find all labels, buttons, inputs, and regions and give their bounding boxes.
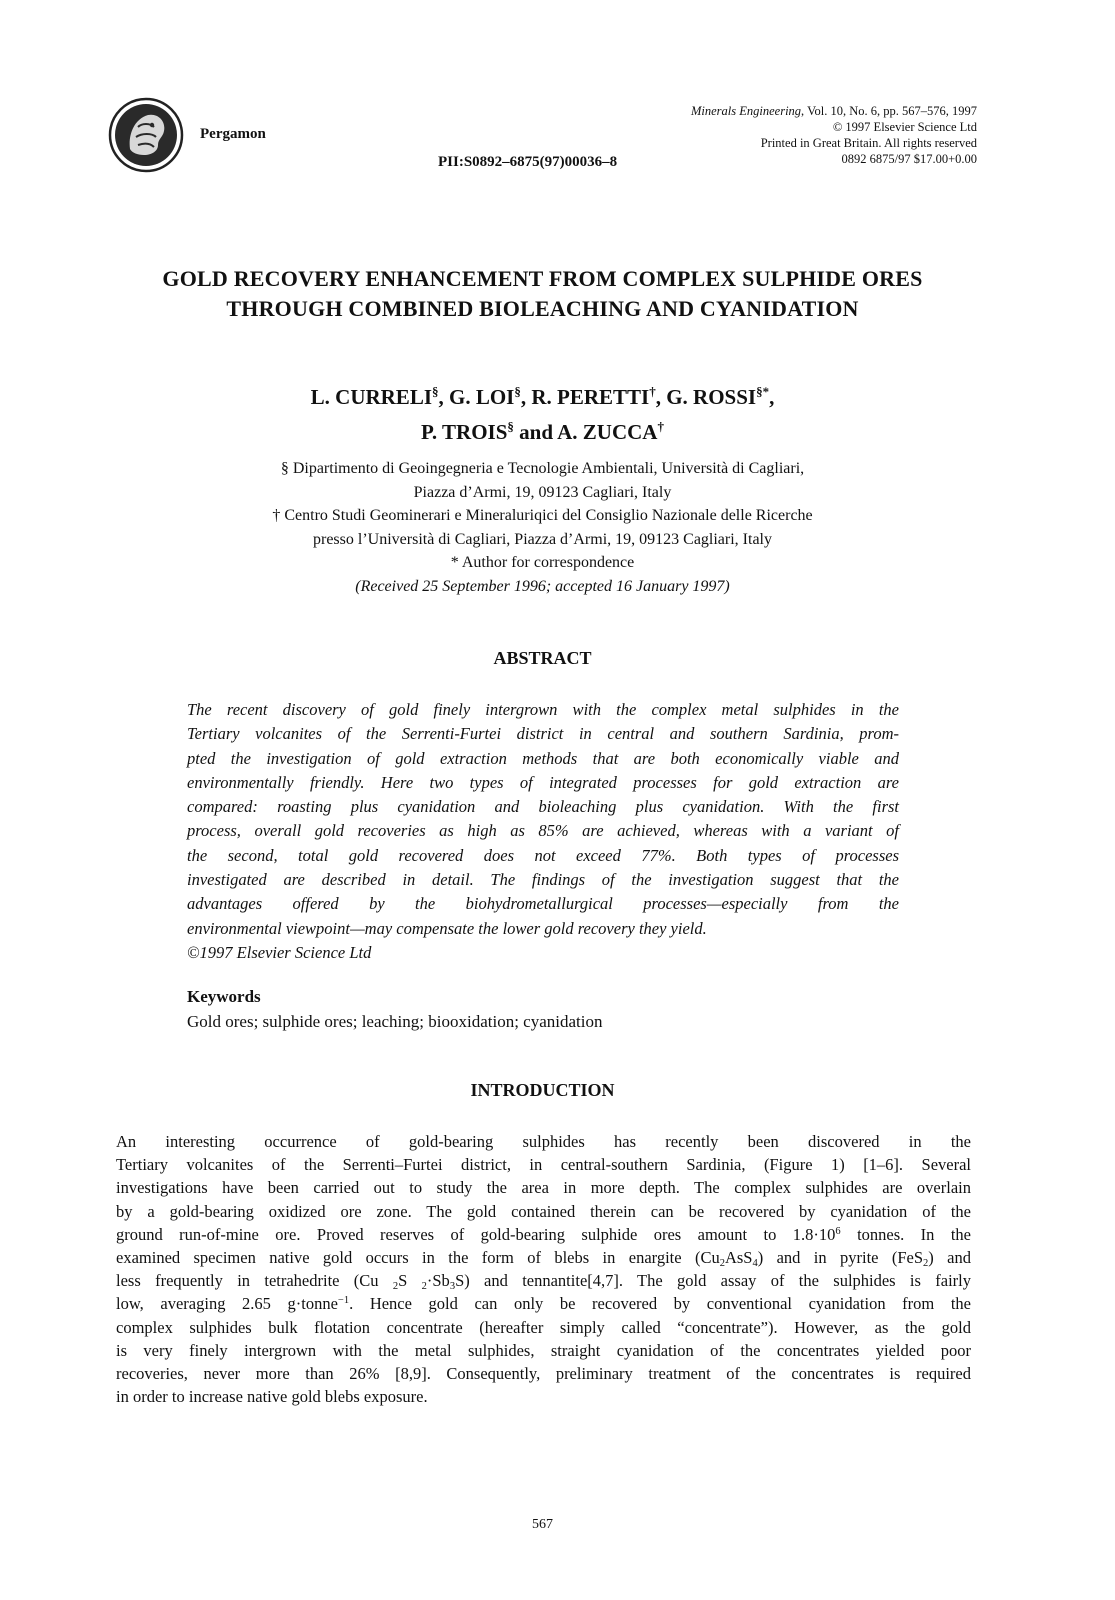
intro-line bbox=[116, 1223, 971, 1246]
pergamon-logo bbox=[108, 97, 184, 173]
affiliation-mark: † bbox=[657, 419, 664, 434]
affiliation-line: Piazza d’Armi, 19, 09123 Cagliari, Italy bbox=[413, 483, 672, 501]
title-line: THROUGH COMBINED BIOLEACHING AND CYANIDATION bbox=[226, 296, 859, 321]
abstract-line: the second, total gold recovered does not exceed 77%. Both types of processes bbox=[187, 845, 899, 865]
abstract-line: Tertiary volcanites of the Serrenti-Furtei district in central and southern Sardinia, prom- bbox=[187, 724, 899, 744]
correspondence-note: * Author for correspondence bbox=[450, 554, 635, 571]
introduction-body bbox=[116, 1130, 971, 1408]
intro-text: ·Sb bbox=[426, 1271, 450, 1291]
abstract-line: pted the investigation of gold extraction methods that are both economically viable and bbox=[187, 748, 899, 768]
author-line bbox=[0, 412, 1085, 447]
intro-text: ) and bbox=[928, 1248, 971, 1268]
intro-line: complex sulphides bulk flotation concentrate (hereafter simply called “concentrate”). However, as the gold bbox=[116, 1317, 971, 1337]
intro-text: examined specimen native gold occurs in the form of blebs in enargite (Cu bbox=[116, 1248, 720, 1268]
author-list bbox=[0, 377, 1085, 447]
intro-line: by a gold-bearing oxidized ore zone. The gold contained therein can be recovered by cyanidation of the bbox=[116, 1201, 971, 1221]
subscript: 3 bbox=[449, 1281, 456, 1293]
keywords-heading: Keywords bbox=[187, 987, 261, 1006]
intro-line: investigations have been carried out to study the area in more depth. The complex sulphides are overlain bbox=[116, 1178, 971, 1198]
article-title bbox=[0, 264, 1085, 324]
abstract-line: process, overall gold recoveries as high as 85% are achieved, whereas with a variant of bbox=[187, 821, 899, 841]
subscript: 2 bbox=[923, 1258, 929, 1270]
intro-text: ) and in pyrite (FeS bbox=[757, 1248, 924, 1268]
affiliation-mark: § bbox=[507, 419, 514, 434]
abstract-line: The recent discovery of gold finely intergrown with the complex metal sulphides in the bbox=[187, 700, 899, 719]
author-name: , R. PERETTI bbox=[520, 385, 650, 409]
intro-line bbox=[116, 1246, 971, 1269]
author-name: , G. ROSSI bbox=[655, 385, 757, 409]
intro-text: AsS bbox=[724, 1248, 753, 1268]
subscript: 2 bbox=[392, 1281, 399, 1293]
abstract-heading: ABSTRACT bbox=[493, 648, 592, 668]
abstract-line: environmentally friendly. Here two types of integrated processes for gold extraction are bbox=[187, 772, 899, 792]
keywords-list: Gold ores; sulphide ores; leaching; biooxidation; cyanidation bbox=[187, 1012, 603, 1031]
affiliation-mark: † bbox=[649, 384, 656, 399]
abstract-body bbox=[187, 698, 899, 965]
received-dates: (Received 25 September 1996; accepted 16 January 1997) bbox=[355, 577, 730, 595]
exponent: 6 bbox=[835, 1225, 841, 1237]
copyright-line: © 1997 Elsevier Science Ltd bbox=[832, 120, 977, 134]
abstract-copyright: ©1997 Elsevier Science Ltd bbox=[187, 942, 372, 962]
affiliation-line: † Centro Studi Geominerari e Mineraluriqici del Consiglio Nazionale delle Ricerche bbox=[272, 507, 813, 524]
intro-text: S bbox=[398, 1271, 422, 1291]
intro-text: ground run-of-mine ore. Proved reserves of gold-bearing sulphide ores amount to 1.8·10 bbox=[116, 1224, 836, 1244]
journal-citation bbox=[691, 103, 977, 119]
journal-info bbox=[691, 103, 977, 167]
introduction-heading: INTRODUCTION bbox=[470, 1080, 615, 1100]
intro-text: low, averaging 2.65 g·tonne bbox=[116, 1294, 338, 1314]
abstract-line: environmental viewpoint—may compensate the lower gold recovery they yield. bbox=[187, 918, 707, 938]
exponent: −1 bbox=[337, 1295, 350, 1307]
author-name: and A. ZUCCA bbox=[513, 420, 658, 444]
volume-info: , Vol. 10, No. 6, pp. 567–576, 1997 bbox=[801, 104, 977, 118]
intro-line: Tertiary volcanites of the Serrenti–Furtei district, in central-southern Sardinia, (Figure 1) [1–6]. Several bbox=[116, 1155, 971, 1175]
affiliations bbox=[0, 457, 1085, 598]
page-number: 567 bbox=[532, 1517, 553, 1532]
intro-line bbox=[116, 1269, 971, 1292]
intro-text: . Hence gold can only be recovered by conventional cyanidation from the bbox=[349, 1294, 971, 1314]
printed-line: Printed in Great Britain. All rights reserved bbox=[760, 136, 977, 150]
intro-text: tonnes. In the bbox=[840, 1224, 972, 1244]
pii-identifier: PII:S0892–6875(97)00036–8 bbox=[438, 154, 618, 170]
author-name: , G. LOI bbox=[438, 385, 515, 409]
affiliation-mark: §* bbox=[756, 384, 770, 399]
abstract-line: investigated are described in detail. The findings of the investigation suggest that the bbox=[187, 870, 899, 890]
affiliation-line: presso l’Università di Cagliari, Piazza d’Armi, 19, 09123 Cagliari, Italy bbox=[313, 530, 772, 548]
abstract-line: compared: roasting plus cyanidation and bioleaching plus cyanidation. With the first bbox=[187, 797, 899, 817]
author-line bbox=[0, 377, 1085, 412]
title-line: GOLD RECOVERY ENHANCEMENT FROM COMPLEX SULPHIDE ORES bbox=[162, 266, 923, 291]
subscript: 2 bbox=[719, 1258, 725, 1270]
intro-text: S) and tennantite[4,7]. The gold assay of the sulphides is fairly bbox=[455, 1271, 971, 1291]
publisher-name: Pergamon bbox=[200, 126, 266, 142]
author-name: P. TROIS bbox=[421, 420, 508, 444]
intro-text: less frequently in tetrahedrite (Cu bbox=[116, 1271, 393, 1291]
intro-line: is very finely intergrown with the metal sulphides, straight cyanidation of the concentrates yielded poor bbox=[116, 1340, 971, 1360]
intro-line bbox=[116, 1292, 971, 1315]
affiliation-line: § Dipartimento di Geoingegneria e Tecnologie Ambientali, Università di Cagliari, bbox=[280, 460, 805, 477]
price-code: 0892 6875/97 $17.00+0.00 bbox=[841, 152, 977, 166]
author-separator: , bbox=[769, 385, 775, 409]
subscript: 2 bbox=[421, 1281, 427, 1293]
author-name: L. CURRELI bbox=[310, 385, 432, 409]
intro-line: in order to increase native gold blebs exposure. bbox=[116, 1387, 428, 1407]
intro-line: An interesting occurrence of gold-bearing sulphides has recently been discovered in the bbox=[116, 1132, 971, 1151]
intro-line: recoveries, never more than 26% [8,9]. Consequently, preliminary treatment of the concentrates is required bbox=[116, 1364, 971, 1384]
subscript: 4 bbox=[752, 1258, 758, 1270]
affiliation-mark: § bbox=[514, 384, 521, 399]
journal-name: Minerals Engineering bbox=[690, 104, 802, 118]
abstract-line: advantages offered by the biohydrometallurgical processes—especially from the bbox=[187, 894, 899, 914]
affiliation-mark: § bbox=[432, 384, 439, 399]
